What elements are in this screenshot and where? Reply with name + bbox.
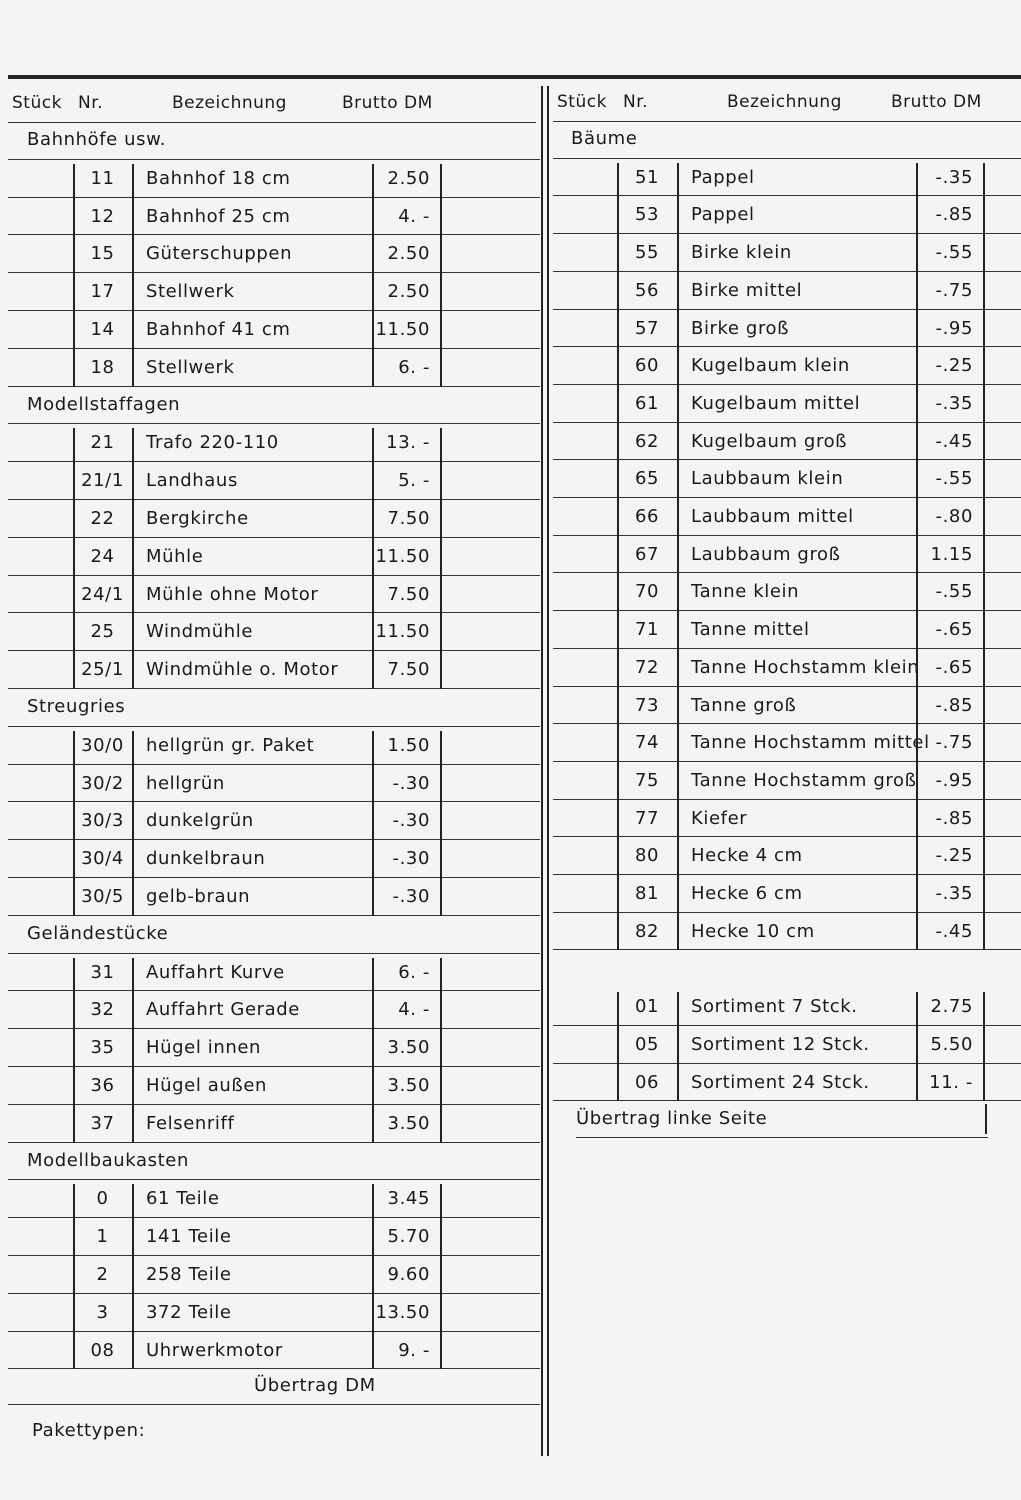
column-rule: [132, 428, 134, 689]
item-nr: 81: [634, 883, 660, 904]
item-nr: 82: [634, 920, 660, 942]
item-nr: 18: [90, 356, 115, 378]
item-price: -.75: [935, 279, 973, 301]
item-price: 1.15: [930, 543, 973, 565]
item-nr: 35: [90, 1037, 115, 1059]
row-rule: [8, 537, 540, 538]
item-name: Güterschuppen: [146, 243, 293, 265]
row-rule: [8, 499, 540, 500]
row-rule: [553, 422, 1021, 423]
item-price: 3.50: [387, 1037, 430, 1059]
section-rule: [553, 158, 1021, 159]
item-name: Kiefer: [691, 807, 748, 829]
item-price: 9.60: [387, 1264, 430, 1285]
row-rule: [8, 1293, 540, 1294]
item-nr: 22: [90, 508, 115, 529]
row-rule: [8, 386, 540, 387]
column-rule: [372, 1184, 374, 1369]
item-nr: 75: [634, 769, 660, 791]
item-name: Sortiment 12 Stck.: [691, 1033, 870, 1055]
item-name: Pappel: [691, 166, 755, 188]
column-rule: [132, 164, 134, 387]
item-price: 2.50: [387, 167, 430, 189]
item-price: -.65: [935, 619, 973, 641]
item-price: -.35: [935, 166, 973, 188]
item-name: Laubbaum mittel: [691, 506, 854, 527]
section-title: Streugries: [27, 696, 126, 717]
item-nr: 65: [634, 468, 660, 490]
item-name: Mühle ohne Motor: [146, 583, 319, 605]
column-rule: [73, 1184, 75, 1369]
item-name: Pappel: [691, 204, 755, 226]
item-nr: 55: [634, 242, 660, 264]
row-rule: [8, 461, 540, 462]
item-price: -.95: [935, 317, 973, 339]
right-header-bezeichnung: Bezeichnung: [727, 92, 842, 112]
column-divider-left: [541, 86, 543, 1456]
item-name: Bahnhof 18 cm: [146, 167, 291, 189]
item-price: 4. -: [398, 205, 430, 227]
item-price: -.95: [935, 769, 973, 791]
item-price: 7.50: [387, 659, 430, 681]
column-rule: [440, 164, 442, 387]
column-rule: [73, 958, 75, 1143]
item-price: 2.50: [387, 243, 430, 265]
row-rule: [8, 801, 540, 802]
row-rule: [553, 836, 1021, 837]
item-price: -.55: [935, 242, 973, 264]
item-nr: 51: [634, 166, 660, 188]
item-name: Tanne klein: [691, 581, 800, 603]
item-name: Hügel innen: [146, 1037, 262, 1059]
item-nr: 62: [634, 430, 660, 452]
item-nr: 57: [634, 317, 660, 339]
column-rule: [677, 163, 679, 951]
item-name: Kugelbaum mittel: [691, 392, 861, 414]
item-price: 9. -: [398, 1339, 430, 1361]
column-rule: [372, 428, 374, 689]
item-nr: 71: [634, 619, 660, 641]
row-rule: [8, 688, 540, 689]
item-name: Landhaus: [146, 470, 238, 492]
row-rule: [553, 459, 1021, 460]
item-price: 11.50: [375, 545, 430, 567]
item-name: Auffahrt Kurve: [146, 961, 285, 983]
item-name: gelb-braun: [146, 886, 251, 907]
item-price: -.30: [392, 848, 430, 870]
item-nr: 67: [634, 543, 660, 565]
item-nr: 30/4: [81, 848, 124, 870]
column-rule: [440, 1184, 442, 1369]
row-rule: [8, 1104, 540, 1105]
top-rule: [8, 75, 1021, 79]
column-rule: [440, 731, 442, 916]
column-rule: [440, 958, 442, 1143]
row-rule: [553, 1100, 1021, 1101]
item-nr: 66: [634, 506, 660, 527]
column-rule: [73, 164, 75, 387]
item-nr: 30/2: [81, 772, 124, 794]
column-rule: [132, 731, 134, 916]
right-uebertrag: Übertrag linke Seite: [576, 1108, 768, 1129]
item-price: -.45: [935, 920, 973, 942]
item-nr: 30/0: [81, 734, 124, 756]
section-rule: [8, 726, 540, 727]
row-rule: [8, 1331, 540, 1332]
item-price: -.55: [935, 468, 973, 490]
left-header-nr: Nr.: [78, 93, 104, 113]
item-name: Tanne Hochstamm groß: [691, 769, 917, 791]
item-name: Kugelbaum klein: [691, 355, 850, 377]
item-nr: 30/5: [81, 886, 124, 907]
item-price: 11. -: [929, 1071, 973, 1093]
item-name: Hecke 4 cm: [691, 845, 803, 867]
item-price: -.25: [935, 845, 973, 867]
column-rule: [983, 992, 985, 1101]
item-name: Tanne groß: [691, 694, 797, 716]
item-nr: 0: [96, 1188, 109, 1210]
item-price: 6. -: [398, 356, 430, 378]
item-nr: 14: [90, 319, 115, 340]
item-name: Kugelbaum groß: [691, 430, 848, 452]
item-name: Sortiment 24 Stck.: [691, 1071, 870, 1093]
row-rule: [8, 1028, 540, 1029]
item-name: Tanne mittel: [691, 619, 810, 641]
item-name: dunkelgrün: [146, 810, 254, 832]
item-price: 3.50: [387, 1112, 430, 1134]
item-name: Bahnhof 25 cm: [146, 205, 291, 227]
item-nr: 17: [90, 281, 115, 303]
item-price: -.80: [935, 506, 973, 527]
item-name: 372 Teile: [146, 1301, 232, 1323]
item-price: -.30: [392, 886, 430, 907]
row-rule: [8, 1368, 540, 1369]
row-rule: [553, 572, 1021, 573]
column-rule: [372, 731, 374, 916]
item-name: Hügel außen: [146, 1075, 268, 1096]
right-footer-rule: [576, 1137, 988, 1138]
section-title: Bahnhöfe usw.: [27, 129, 167, 150]
row-rule: [8, 1255, 540, 1256]
item-name: Bergkirche: [146, 508, 249, 529]
column-rule: [617, 992, 619, 1101]
item-name: Laubbaum klein: [691, 468, 844, 490]
item-name: Birke mittel: [691, 279, 803, 301]
item-name: Windmühle o. Motor: [146, 659, 339, 681]
item-name: 258 Teile: [146, 1264, 232, 1285]
row-rule: [8, 575, 540, 576]
item-name: Stellwerk: [146, 356, 235, 378]
row-rule: [553, 233, 1021, 234]
row-rule: [553, 535, 1021, 536]
item-price: -.45: [935, 430, 973, 452]
item-nr: 01: [634, 996, 660, 1018]
item-price: -.30: [392, 810, 430, 832]
item-nr: 31: [90, 961, 115, 983]
row-rule: [553, 686, 1021, 687]
row-rule: [553, 384, 1021, 385]
row-rule: [553, 874, 1021, 875]
row-rule: [8, 310, 540, 311]
row-rule: [8, 1066, 540, 1067]
item-nr: 32: [90, 999, 115, 1021]
item-price: 13. -: [386, 432, 430, 454]
item-nr: 24: [90, 545, 115, 567]
section-rule: [8, 423, 540, 424]
item-price: -.35: [935, 392, 973, 414]
item-nr: 11: [90, 167, 115, 189]
item-name: Stellwerk: [146, 281, 235, 303]
item-nr: 30/3: [81, 810, 124, 832]
column-rule: [372, 958, 374, 1143]
row-rule: [553, 761, 1021, 762]
item-name: Bahnhof 41 cm: [146, 319, 291, 340]
row-rule: [553, 497, 1021, 498]
item-nr: 80: [634, 845, 660, 867]
row-rule: [8, 272, 540, 273]
column-rule: [677, 992, 679, 1101]
item-nr: 53: [634, 204, 660, 226]
item-nr: 2: [96, 1264, 109, 1285]
row-rule: [553, 346, 1021, 347]
column-rule: [372, 164, 374, 387]
column-rule: [916, 992, 918, 1101]
row-rule: [8, 234, 540, 235]
right-header-stueck: Stück: [557, 92, 607, 112]
row-rule: [553, 949, 1021, 950]
section-rule: [8, 159, 540, 160]
row-rule: [8, 915, 540, 916]
item-price: -.75: [935, 732, 973, 754]
item-nr: 1: [96, 1226, 109, 1248]
section-title: Geländestücke: [27, 922, 169, 944]
item-price: 2.50: [387, 281, 430, 303]
item-price: 5. -: [398, 470, 430, 492]
right-uebertrag-bar: [985, 1104, 987, 1134]
row-rule: [553, 648, 1021, 649]
item-nr: 08: [90, 1339, 115, 1361]
item-price: 7.50: [387, 508, 430, 529]
pakettypen-label: Pakettypen:: [32, 1420, 146, 1441]
item-price: -.35: [935, 883, 973, 904]
item-price: 5.50: [930, 1033, 973, 1055]
column-rule: [983, 163, 985, 951]
row-rule: [8, 1217, 540, 1218]
item-name: 141 Teile: [146, 1226, 232, 1248]
row-rule: [8, 877, 540, 878]
item-nr: 05: [634, 1033, 660, 1055]
item-price: -.30: [392, 772, 430, 794]
item-name: Hecke 10 cm: [691, 920, 815, 942]
item-name: hellgrün: [146, 772, 225, 794]
left-header-rule: [8, 122, 536, 123]
row-rule: [8, 990, 540, 991]
item-name: Felsenriff: [146, 1112, 235, 1134]
right-header-nr: Nr.: [623, 92, 649, 112]
row-rule: [8, 197, 540, 198]
column-rule: [916, 163, 918, 951]
item-nr: 3: [96, 1301, 109, 1323]
item-nr: 15: [90, 243, 115, 265]
row-rule: [553, 195, 1021, 196]
item-name: Auffahrt Gerade: [146, 999, 300, 1021]
item-nr: 24/1: [81, 583, 124, 605]
row-rule: [8, 764, 540, 765]
item-name: Trafo 220-110: [146, 432, 279, 454]
item-price: 11.50: [375, 621, 430, 643]
item-nr: 06: [634, 1071, 660, 1093]
row-rule: [553, 610, 1021, 611]
row-rule: [8, 650, 540, 651]
item-name: Mühle: [146, 545, 204, 567]
section-title: Modellbaukasten: [27, 1149, 189, 1171]
left-header-brutto: Brutto DM: [342, 93, 433, 113]
item-price: -.55: [935, 581, 973, 603]
item-price: 13.50: [375, 1301, 430, 1323]
row-rule: [8, 348, 540, 349]
item-price: 6. -: [398, 961, 430, 983]
item-price: 11.50: [375, 319, 430, 340]
section-title: Modellstaffagen: [27, 393, 181, 415]
item-name: Birke klein: [691, 242, 792, 264]
item-nr: 36: [90, 1075, 115, 1096]
item-nr: 74: [634, 732, 660, 754]
item-nr: 72: [634, 656, 660, 678]
column-divider-right: [547, 86, 549, 1456]
right-header-rule: [553, 121, 1021, 122]
row-rule: [553, 912, 1021, 913]
item-price: 2.75: [930, 996, 973, 1018]
row-rule: [553, 723, 1021, 724]
item-nr: 77: [634, 807, 660, 829]
item-price: 7.50: [387, 583, 430, 605]
item-name: Birke groß: [691, 317, 790, 339]
item-price: -.85: [935, 204, 973, 226]
item-name: dunkelbraun: [146, 848, 266, 870]
row-rule: [553, 799, 1021, 800]
row-rule: [553, 1025, 1021, 1026]
left-footer-rule: [8, 1404, 540, 1405]
right-header-brutto: Brutto DM: [891, 92, 982, 112]
item-price: 3.50: [387, 1075, 430, 1096]
item-nr: 37: [90, 1112, 115, 1134]
item-nr: 25: [90, 621, 115, 643]
column-rule: [617, 163, 619, 951]
item-name: 61 Teile: [146, 1188, 220, 1210]
row-rule: [553, 1063, 1021, 1064]
row-rule: [8, 612, 540, 613]
item-nr: 21: [90, 432, 115, 454]
section-rule: [8, 953, 540, 954]
item-nr: 73: [634, 694, 660, 716]
left-header-bezeichnung: Bezeichnung: [172, 93, 287, 113]
row-rule: [553, 271, 1021, 272]
item-name: Tanne Hochstamm klein: [691, 656, 920, 678]
item-price: 1.50: [387, 734, 430, 756]
item-price: -.85: [935, 807, 973, 829]
item-price: -.85: [935, 694, 973, 716]
row-rule: [553, 309, 1021, 310]
section-rule: [8, 1179, 540, 1180]
item-name: Tanne Hochstamm mittel: [691, 732, 930, 754]
item-name: Hecke 6 cm: [691, 883, 803, 904]
column-rule: [440, 428, 442, 689]
item-nr: 21/1: [81, 470, 124, 492]
item-name: Uhrwerkmotor: [146, 1339, 283, 1361]
item-nr: 61: [634, 392, 660, 414]
item-nr: 25/1: [81, 659, 124, 681]
item-price: 3.45: [387, 1188, 430, 1210]
column-rule: [73, 428, 75, 689]
item-name: hellgrün gr. Paket: [146, 734, 315, 756]
left-header-stueck: Stück: [12, 93, 62, 113]
item-price: -.65: [935, 656, 973, 678]
column-rule: [73, 731, 75, 916]
item-name: Laubbaum groß: [691, 543, 841, 565]
column-rule: [132, 1184, 134, 1369]
item-nr: 56: [634, 279, 660, 301]
item-price: -.25: [935, 355, 973, 377]
left-uebertrag: Übertrag DM: [254, 1375, 376, 1396]
section-title: Bäume: [571, 128, 638, 149]
item-nr: 70: [634, 581, 660, 603]
item-nr: 60: [634, 355, 660, 377]
item-nr: 12: [90, 205, 115, 227]
column-rule: [132, 958, 134, 1143]
row-rule: [8, 1142, 540, 1143]
item-name: Windmühle: [146, 621, 254, 643]
item-price: 5.70: [387, 1226, 430, 1248]
item-name: Sortiment 7 Stck.: [691, 996, 858, 1018]
item-price: 4. -: [398, 999, 430, 1021]
row-rule: [8, 839, 540, 840]
